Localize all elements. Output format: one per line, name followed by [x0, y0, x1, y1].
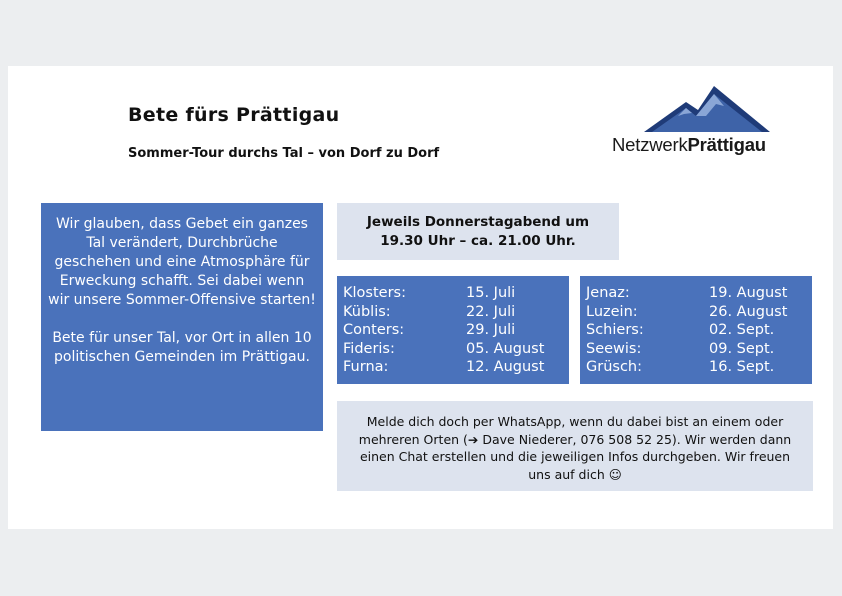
schedule-row: [586, 340, 812, 359]
schedule-right-box: [580, 276, 812, 384]
logo-wordmark: [612, 134, 766, 156]
schedule-date: 02. Sept.: [709, 322, 775, 339]
schedule-date: 12. August: [466, 359, 545, 376]
schedule-place: Fideris:: [343, 340, 395, 357]
schedule-date: 15. Juli: [466, 285, 516, 301]
schedule-date: 26. August: [709, 303, 788, 320]
logo-name-bold: Prättigau: [687, 134, 766, 155]
schedule-place: Seewis:: [586, 340, 642, 357]
schedule-date: 09. Sept.: [709, 340, 775, 357]
time-info-box: [337, 203, 619, 260]
time-line-1: Jeweils Donnerstagabend um: [366, 214, 590, 230]
contact-note-box: [337, 401, 813, 491]
schedule-row: [343, 340, 569, 359]
schedule-date: 05. August: [466, 340, 545, 357]
schedule-date: 16. Sept.: [709, 359, 775, 376]
schedule-place: Furna:: [343, 359, 389, 376]
schedule-row: [343, 321, 569, 340]
schedule-left-box: [337, 276, 569, 384]
schedule-place: Conters:: [343, 322, 405, 339]
netzwerk-logo: [612, 86, 797, 158]
schedule-row: [586, 284, 812, 303]
page-title: Bete fürs Prättigau: [128, 104, 340, 126]
contact-note-text: Melde dich doch per WhatsApp, wenn du dabei bist an einem oder mehreren Orten (➔ Dave Niederer, 076 508 52 25). Wir werden dann einen Chat erstellen und die jeweiligen Infos durchgeben. Wir freuen uns auf dich ☺: [358, 414, 792, 482]
schedule-place: Klosters:: [343, 285, 406, 301]
mountains-icon: [644, 86, 770, 136]
intro-box: [41, 203, 323, 431]
intro-paragraph-1: Wir glauben, dass Gebet ein ganzes Tal verändert, Durchbrüche geschehen und eine Atmosphäre für Erweckung schafft. Sei dabei wenn wir unsere Sommer-Offensive starten!: [48, 216, 316, 308]
schedule-row: [586, 321, 812, 340]
schedule-date: 19. August: [709, 285, 788, 301]
intro-paragraph-2: Bete für unser Tal, vor Ort in allen 10 politischen Gemeinden im Prättigau.: [52, 330, 312, 365]
time-line-2: 19.30 Uhr – ca. 21.00 Uhr.: [380, 233, 576, 249]
schedule-place: Schiers:: [586, 322, 644, 339]
schedule-row: [343, 284, 569, 303]
schedule-row: [586, 303, 812, 322]
schedule-place: Küblis:: [343, 303, 391, 320]
schedule-place: Jenaz:: [586, 285, 630, 301]
schedule-place: Luzein:: [586, 303, 638, 320]
schedule-row: [343, 358, 569, 377]
schedule-row: [343, 303, 569, 322]
schedule-date: 22. Juli: [466, 303, 516, 320]
schedule-place: Grüsch:: [586, 359, 642, 376]
schedule-date: 29. Juli: [466, 322, 516, 339]
page-subtitle: Sommer-Tour durchs Tal – von Dorf zu Dorf: [128, 146, 440, 161]
schedule-row: [586, 358, 812, 377]
logo-name-regular: Netzwerk: [612, 134, 688, 155]
